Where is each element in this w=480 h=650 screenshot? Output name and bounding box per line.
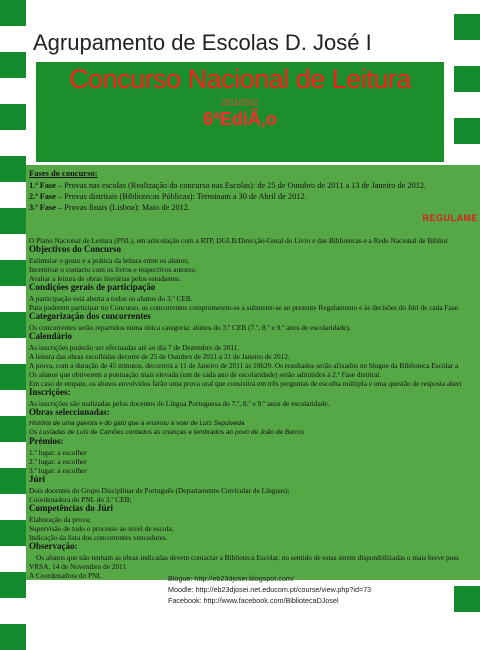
condicoes-line: A participação está aberta a todos os alunos do 3.º CEB.	[29, 294, 193, 303]
phases-heading: Fases do concurso:	[29, 168, 98, 178]
facebook-link[interactable]: Facebook: http://www.facebook.com/BibliotecaDJosel	[168, 596, 339, 605]
footer-links	[168, 574, 371, 607]
school-title: Agrupamento de Escolas D. José I	[33, 30, 372, 55]
categorizacao-line: Os concorrentes serão repartidos numa única categoria: alunos do 3.º CEB (7.º, 8.º e 9.º anos de escolaridade).	[29, 323, 351, 332]
moodle-link[interactable]: Moodle: http://eb23djosei.net.educom.pt/course/view.php?id=73	[168, 585, 372, 594]
calendario-line: Os alunos que obtiverem a pontuação mais elevada (um de cada ano de escolaridade) serão admitidos à 2.ª Fase distrital.	[29, 370, 381, 379]
phase-3: 3.ª Fase – Provas finais (Lisboa): Maio de 2012.	[29, 203, 191, 212]
juri-heading: Júri	[29, 474, 46, 484]
contest-title: Concurso Nacional de Leitura	[69, 64, 411, 94]
objetivos-line: Incentivar o contacto com os livros e respectivos autores;	[29, 265, 197, 274]
inscricoes-heading: Inscrições:	[29, 387, 71, 397]
obra-item: História de uma gaivota e do gato que a ensinou a voar de Luís Sepúlveda	[29, 420, 245, 427]
juri-line: Coordenadora do PNL do 3.º CEB;	[29, 495, 132, 504]
school-year: 2011/2012	[221, 98, 259, 107]
condicoes-line: Para poderem participar no Concurso, os concorrentes comprometem-se a submeter-se ao presente Regulamento e às decisões do Júri de cada Fase.	[29, 303, 460, 312]
obra-item: Os Lusíadas de Luís de Camões contados às crianças e lembrados ao povo de João de Barros	[29, 429, 304, 436]
inscricoes-line: As inscrições são realizadas pelos docentes de Língua Portuguesa do 7.º, 8.º e 9.º anos de escolaridade.	[29, 399, 330, 408]
phase-1: 1.ª Fase – Provas nas escolas (Realização do concurso nas Escolas): de 25 de Outubro de 2011 a 13 de Janeiro de 2012.	[29, 181, 427, 190]
premio-item: 1.º lugar: a escolher	[29, 448, 87, 457]
premios-heading: Prémios:	[29, 436, 64, 446]
contest-banner	[36, 62, 444, 162]
competencias-heading: Competências do Júri	[29, 503, 113, 513]
left-checker-border	[0, 0, 26, 640]
obras-heading: Obras seleccionadas:	[29, 407, 110, 417]
competencias-line: Indicação da lista dos concorrentes vencedores.	[29, 533, 168, 542]
observacao-line: Os alunos que não tenham as obras indicadas devem contactar a Biblioteca Escolar, no sentido de estas serem disponibilizadas o mais breve poss	[36, 553, 460, 562]
juri-line: Dois docentes do Grupo Disciplinar de Português (Departamento Curricular de Línguas);	[29, 486, 290, 495]
phase-2: 2.ª Fase – Provas distritais (Bibliotecas Públicas): Terminam a 30 de Abril de 2012.	[29, 192, 307, 201]
signoff-role: A Coordenadora do PNL	[29, 571, 102, 580]
premio-item: 3.º lugar: a escolher	[29, 466, 87, 475]
objetivos-heading: Objectivos do Concurso	[29, 244, 121, 254]
regulamento-label: REGULAME	[422, 213, 478, 223]
intro-text: O Plano Nacional de Leitura (PNL), em articulação com a RTP, DGLB/Direcção-Geral do Livro e das Bibliotecas e a Rede Nacional de Bibliot	[29, 236, 448, 245]
calendario-line: A leitura das obras escolhidas decorre de 25 de Outubro de 2011 a 31 de Janeiro de 2012.	[29, 352, 290, 361]
condicoes-heading: Condições gerais de participação	[29, 282, 156, 292]
calendario-line: As inscrições poderão ser efectuadas até ao dia 7 de Dezembro de 2011.	[29, 343, 240, 352]
categorizacao-heading: Categorização dos concorrentes	[29, 311, 151, 321]
competencias-line: Supervisão de todo o processo ao nível de escola;	[29, 524, 174, 533]
observacao-heading: Observação:	[29, 541, 78, 551]
rules-panel	[26, 165, 480, 580]
objetivos-line: Estimular o gosto e a prática da leitura entre os alunos;	[29, 256, 190, 265]
header	[26, 0, 454, 165]
calendario-line: A prova, com a duração de 45 minutos, decorrerá a 11 de Janeiro de 2011 às 10h20. Os resultados serão afixados no blogue da Biblioteca Escolar a	[29, 361, 459, 370]
signoff-place-date: VRSA, 14 de Novembro de 2011	[29, 562, 127, 571]
competencias-line: Elaboração da prova;	[29, 515, 91, 524]
objetivos-line: Avaliar a leitura de obras literárias pelos estudantes.	[29, 274, 181, 283]
calendario-line: Em caso de empate, os alunos envolvidos farão uma prova oral que consistirá em três perguntas de escolha múltipla e uma questão de resposta abert	[29, 379, 462, 388]
premio-item: 2.º lugar: a escolher	[29, 457, 87, 466]
edition-label: 6ªEdiÃ‚o	[203, 109, 277, 129]
blog-link[interactable]: Blogue: http://eb23djosei.blogspot.com/	[168, 574, 294, 583]
calendario-heading: Calendário	[29, 331, 73, 341]
